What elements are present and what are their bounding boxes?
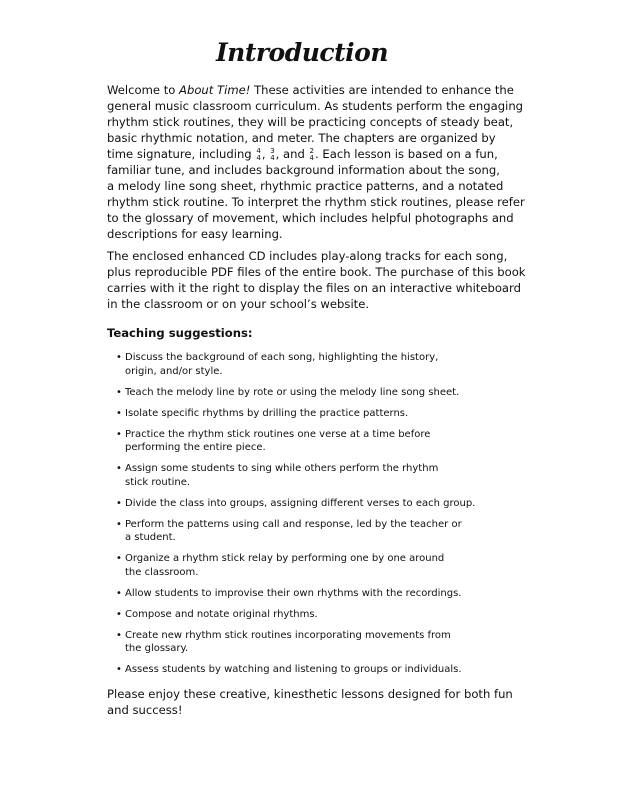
text-line: a melody line song sheet, rhythmic practice patterns, and a notated — [107, 179, 504, 193]
suggestion-text: • Isolate specific rhythms by drilling the practice patterns. — [125, 407, 409, 419]
text-line: general music classroom curriculum. As students perform the engaging — [107, 99, 524, 113]
suggestion-text: • Compose and notate original rhythms. — [125, 608, 318, 620]
suggestion-text: the classroom. — [125, 566, 199, 578]
ts-den: 4 — [270, 153, 275, 162]
suggestion-text: • Practice the rhythm stick routines one verse at a time before — [125, 428, 431, 440]
time-signature — [256, 148, 260, 161]
ts-den: 4 — [309, 153, 315, 162]
suggestion-text: • Create new rhythm stick routines incorporating movements from — [125, 629, 451, 641]
suggestion-text: performing the entire piece. — [125, 442, 266, 453]
suggestion-text: • Organize a rhythm stick relay by performing one by one around — [125, 553, 445, 564]
suggestion-item — [116, 629, 496, 656]
text-line: plus reproducible PDF files of the entire book. The purchase of this book — [107, 265, 526, 279]
suggestion-item — [116, 462, 496, 489]
text: time signature, including — [107, 147, 256, 161]
suggestion-text: • Allow students to improvise their own rhythms with the recordings. — [125, 587, 462, 599]
ts-num: 4 — [256, 147, 261, 155]
page-title: Introduction — [215, 38, 389, 67]
closing-paragraph — [107, 686, 513, 718]
text: , and — [275, 147, 309, 161]
suggestion-item — [116, 497, 496, 511]
text: , — [261, 147, 270, 161]
suggestion-item — [116, 428, 496, 455]
suggestion-text: origin, and/or style. — [125, 365, 223, 377]
text-line: carries with it the right to display the files on an interactive whiteboard — [107, 281, 521, 295]
text: Welcome to — [107, 83, 180, 97]
suggestion-item — [116, 386, 496, 400]
intro-paragraph — [107, 82, 525, 242]
ts-num: 3 — [270, 147, 275, 155]
ts-num: 2 — [309, 147, 315, 155]
suggestion-text: • Perform the patterns using call and response, led by the teacher or — [125, 518, 462, 530]
suggestion-text: • Teach the melody line by rote or using the melody line song sheet. — [125, 386, 460, 398]
teaching-suggestions-heading: Teaching suggestions: — [107, 326, 253, 340]
suggestion-item — [116, 608, 496, 622]
suggestion-text: • Discuss the background of each song, highlighting the history, — [125, 352, 439, 363]
suggestion-item — [116, 351, 496, 378]
time-signature — [270, 148, 274, 161]
text: These activities are intended to enhance the — [250, 83, 514, 97]
suggestion-item — [116, 587, 496, 601]
text-line: descriptions for easy learning. — [107, 227, 283, 241]
ts-den: 4 — [256, 153, 261, 162]
suggestion-text: • Divide the class into groups, assigning different verses to each group. — [125, 497, 476, 509]
book-title: About Time! — [179, 83, 251, 97]
intro-line — [107, 82, 514, 98]
suggestion-item — [116, 518, 496, 545]
suggestion-text: a student. — [125, 532, 176, 543]
suggestions-list — [116, 351, 496, 684]
time-signature-line — [107, 146, 507, 162]
suggestion-text: • Assess students by watching and listening to groups or individuals. — [125, 664, 462, 675]
suggestion-text: stick routine. — [125, 476, 191, 488]
text-line: and success! — [107, 703, 183, 717]
text-line: rhythm stick routines, they will be practicing concepts of steady beat, — [107, 115, 514, 129]
suggestion-text: • Assign some students to sing while others perform the rhythm — [125, 463, 439, 474]
suggestion-text: the glossary. — [125, 643, 189, 654]
text-line: rhythm stick routine. To interpret the rhythm stick routines, please refer — [107, 195, 525, 209]
text: . Each lesson is based on a fun, — [315, 147, 498, 161]
text-line: The enclosed enhanced CD includes play-along tracks for each song, — [107, 249, 508, 263]
text-line: Please enjoy these creative, kinesthetic lessons designed for both fun — [107, 687, 513, 701]
text-line: in the classroom or on your school’s website. — [107, 297, 370, 311]
suggestion-item — [116, 552, 496, 579]
time-signature — [310, 148, 314, 161]
text-line: basic rhythmic notation, and meter. The chapters are organized by — [107, 131, 496, 145]
text-line: familiar tune, and includes background information about the song, — [107, 163, 500, 177]
suggestion-item — [116, 663, 496, 677]
text-line: to the glossary of movement, which includes helpful photographs and — [107, 211, 514, 225]
cd-paragraph — [107, 248, 526, 312]
suggestion-item — [116, 407, 496, 421]
